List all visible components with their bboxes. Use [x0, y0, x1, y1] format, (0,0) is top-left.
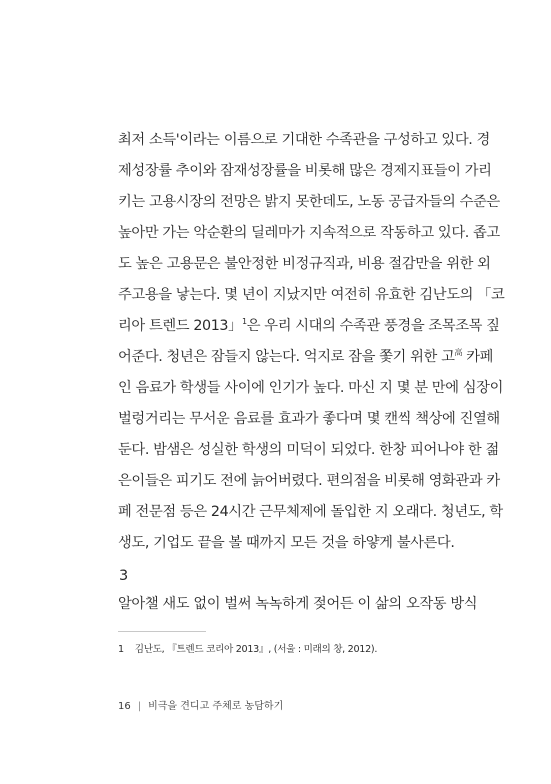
body-line-head: 어준다. 청년은 잠들지 않는다. 억지로 잠을 쫓기 위한 고 — [118, 349, 455, 365]
body-line-tail: 카페 — [466, 349, 494, 365]
body-line: 둔다. 밤샘은 성실한 학생의 미덕이 되었다. 한창 피어나야 한 젊 — [118, 442, 499, 458]
footnote-number: 1 — [118, 644, 124, 655]
page-footer — [118, 700, 283, 714]
footnote-divider — [118, 631, 206, 632]
body-line-tail: 은 우리 시대의 수족관 풍경을 조목조목 짚 — [246, 318, 500, 334]
footnote-text: 김난도, 『트렌드 코리아 2013』, (서울 : 미래의 창, 2012). — [134, 644, 378, 655]
body-line: 인 음료가 학생들 사이에 인기가 높다. 마신 지 몇 분 만에 심장이 — [118, 380, 504, 396]
body-line — [118, 345, 494, 369]
section-number: 3 — [119, 568, 129, 584]
body-line: 페 전문점 등은 24시간 근무체제에 돌입한 지 오래다. 청년도, 학 — [118, 504, 503, 520]
body-line: 키는 고용시장의 전망은 밝지 못한데도, 노동 공급자들의 수준은 — [118, 194, 500, 210]
body-line: 도 높은 고용문은 불안정한 비정규직과, 비용 절감만을 위한 외 — [118, 256, 491, 272]
body-line — [118, 314, 500, 338]
page-number: 16 — [118, 701, 131, 712]
running-title: 비극을 견디고 주체로 농담하기 — [148, 701, 284, 712]
body-line: 제성장률 추이와 잠재성장률을 비롯해 많은 경제지표들이 가리 — [118, 163, 492, 179]
section-first-line: 알아챌 새도 없이 벌써 녹녹하게 젖어든 이 삶의 오작동 방식 — [118, 596, 478, 612]
body-line: 주고용을 낳는다. 몇 년이 지났지만 여전히 유효한 김난도의 「코 — [118, 287, 505, 303]
hanja-annotation: 高 — [454, 348, 463, 358]
footer-separator: | — [137, 701, 142, 712]
body-line: 생도, 기업도 끝을 볼 때까지 모든 것을 하얗게 불사른다. — [118, 535, 455, 551]
body-line: 높아만 가는 악순환의 딜레마가 지속적으로 작동하고 있다. 좁고 — [118, 225, 500, 241]
body-line: 은이들은 피기도 전에 늙어버렸다. 편의점을 비롯해 영화관과 카 — [118, 473, 500, 489]
body-line: 벌렁거리는 무서운 음료를 효과가 좋다며 몇 캔씩 책상에 진열해 — [118, 411, 500, 427]
footnote — [118, 643, 377, 657]
body-line: 최저 소득'이라는 이름으로 기대한 수족관을 구성하고 있다. 경 — [118, 132, 490, 148]
book-title-text: 리아 트렌드 2013」 — [118, 318, 243, 334]
footnote-marker: 1 — [242, 317, 247, 327]
